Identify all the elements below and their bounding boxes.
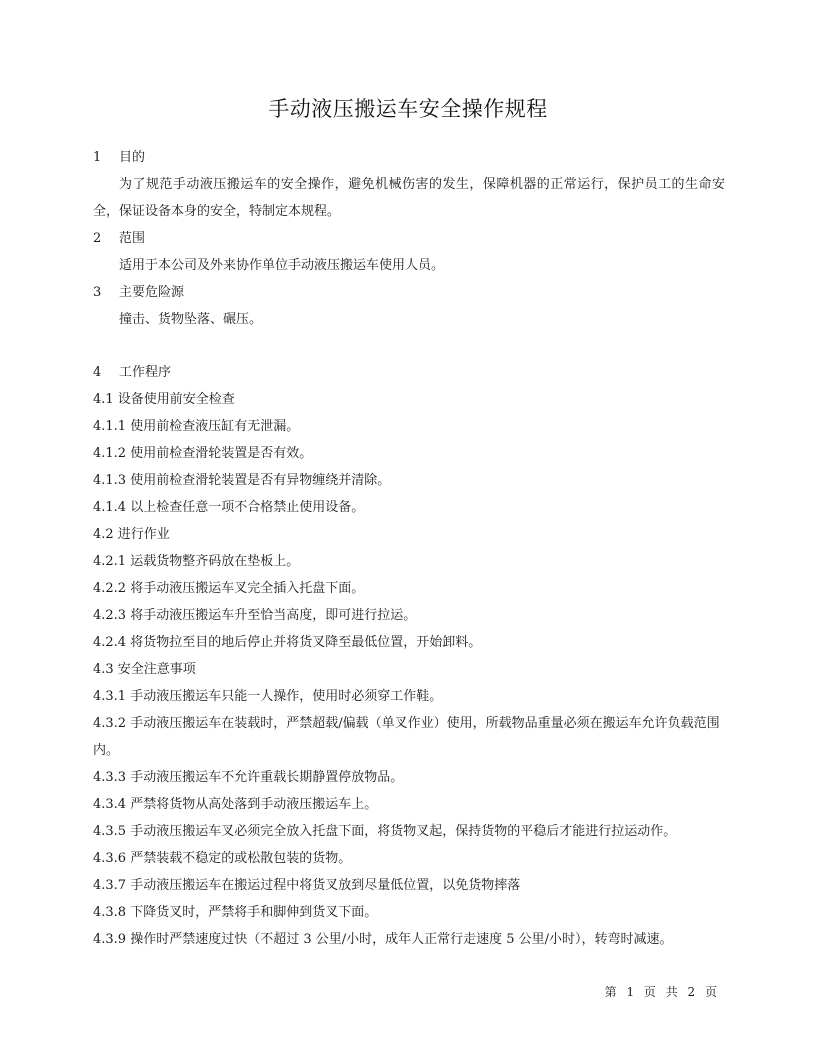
section-title: 范围 xyxy=(119,231,146,246)
list-item: 4.2.3 将手动液压搬运车升至恰当高度，即可进行拉运。 xyxy=(93,608,417,623)
list-item: 4.3.2 手动液压搬运车在装载时，严禁超载/偏载（单叉作业）使用，所载物品重量必须在搬运车允许负载范围内。 xyxy=(93,716,720,758)
document-body xyxy=(93,144,725,953)
section-title: 主要危险源 xyxy=(119,285,185,300)
blank-line xyxy=(93,333,725,359)
section-content-1: 为了规范手动液压搬运车的安全操作，避免机械伤害的发生，保障机器的正常运行，保护员工的生命安全，保证设备本身的安全，特制定本规程。 xyxy=(93,177,725,219)
list-item: 4.3.8 下降货叉时，严禁将手和脚伸到货叉下面。 xyxy=(93,905,378,920)
list-item: 4.1.1 使用前检查液压缸有无泄漏。 xyxy=(93,419,300,434)
section-title: 工作程序 xyxy=(119,365,172,380)
list-item: 4.3.3 手动液压搬运车不允许重载长期静置停放物品。 xyxy=(93,770,404,785)
page-number-footer: 第 1 页 共 2 页 xyxy=(604,985,720,999)
section-number: 1 xyxy=(93,150,102,165)
section-heading-4 xyxy=(93,359,725,386)
list-item: 4.3.7 手动液压搬运车在搬运过程中将货叉放到尽量低位置，以免货物摔落 xyxy=(93,878,521,893)
subsection-heading-4-1: 4.1 设备使用前安全检查 xyxy=(93,392,235,407)
section-number: 3 xyxy=(93,285,102,300)
section-heading-3 xyxy=(93,279,725,306)
document-title: 手动液压搬运车安全操作规程 xyxy=(268,97,548,121)
section-title: 目的 xyxy=(119,150,146,165)
list-item: 4.3.9 操作时严禁速度过快（不超过 3 公里/小时，成年人正常行走速度 5 公里/小时），转弯时减速。 xyxy=(93,932,673,947)
list-item: 4.2.1 运载货物整齐码放在垫板上。 xyxy=(93,554,300,569)
list-item: 4.3.5 手动液压搬运车叉必须完全放入托盘下面，将货物叉起，保持货物的平稳后才能进行拉运动作。 xyxy=(93,824,677,839)
subsection-heading-4-2: 4.2 进行作业 xyxy=(93,527,170,542)
list-item: 4.3.6 严禁装载不稳定的或松散包装的货物。 xyxy=(93,851,352,866)
section-content-2: 适用于本公司及外来协作单位手动液压搬运车使用人员。 xyxy=(119,258,445,273)
list-item: 4.1.2 使用前检查滑轮装置是否有效。 xyxy=(93,446,313,461)
list-item: 4.1.4 以上检查任意一项不合格禁止使用设备。 xyxy=(93,500,365,515)
list-item: 4.3.1 手动液压搬运车只能一人操作，使用时必须穿工作鞋。 xyxy=(93,689,443,704)
list-item: 4.1.3 使用前检查滑轮装置是否有异物缠绕并清除。 xyxy=(93,473,391,488)
section-heading-2 xyxy=(93,225,725,252)
section-heading-1 xyxy=(93,144,725,171)
list-item: 4.3.4 严禁将货物从高处落到手动液压搬运车上。 xyxy=(93,797,378,812)
section-content-3: 撞击、货物坠落、碾压。 xyxy=(119,312,263,327)
section-number: 2 xyxy=(93,231,102,246)
subsection-heading-4-3: 4.3 安全注意事项 xyxy=(93,662,196,677)
list-item: 4.2.4 将货物拉至目的地后停止并将货叉降至最低位置，开始卸料。 xyxy=(93,635,482,650)
list-item: 4.2.2 将手动液压搬运车叉完全插入托盘下面。 xyxy=(93,581,365,596)
section-number: 4 xyxy=(93,365,102,380)
